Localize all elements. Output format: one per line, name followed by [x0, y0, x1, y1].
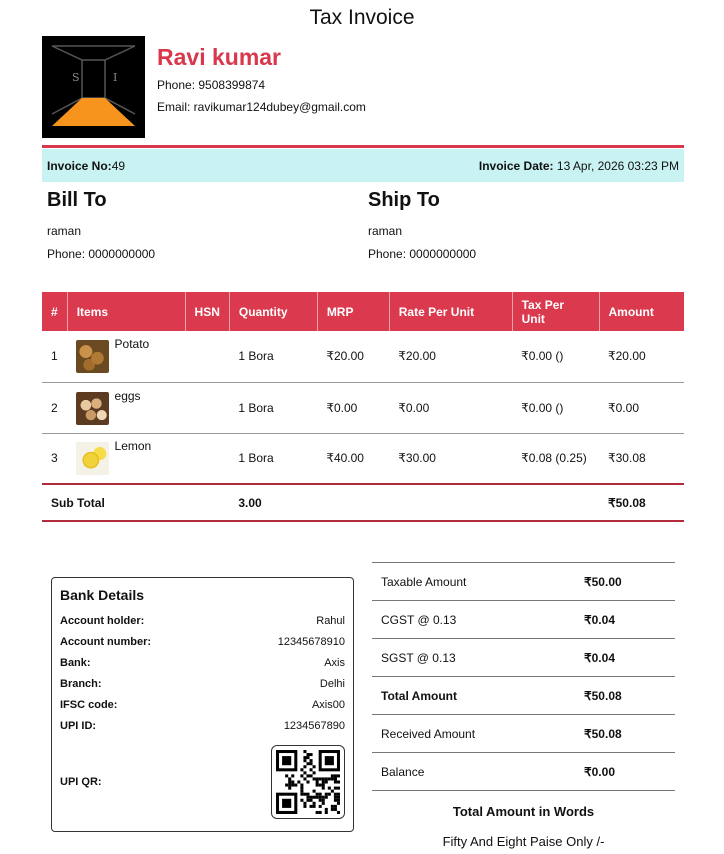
document-title: Tax Invoice	[309, 6, 415, 29]
totals-row-total: Total Amount ₹50.08	[372, 677, 675, 715]
item-name: eggs	[114, 388, 141, 403]
amount-in-words-heading: Total Amount in Words	[452, 804, 595, 819]
item-rate: ₹30.00	[389, 433, 512, 484]
bank-row-account-number: Account number: 12345678910	[60, 636, 345, 648]
col-header-hsn: HSN	[185, 292, 229, 331]
item-amount: ₹0.00	[599, 382, 684, 433]
item-mrp: ₹20.00	[317, 331, 389, 382]
amount-in-words-value: Fifty And Eight Paise Only /-	[442, 834, 605, 849]
table-row	[42, 331, 684, 382]
shop-name: Ravi kumar	[157, 44, 282, 70]
totals-row-received: Received Amount ₹50.08	[372, 715, 675, 753]
bill-to-phone: Phone: 0000000000	[47, 247, 156, 261]
totals-row-balance: Balance ₹0.00	[372, 753, 675, 791]
item-amount: ₹20.00	[599, 331, 684, 382]
upi-qr-row	[60, 745, 345, 819]
bank-details-card	[51, 577, 354, 832]
totals-row-sgst: SGST @ 0.13 ₹0.04	[372, 639, 675, 677]
item-cell	[67, 382, 185, 433]
item-amount: ₹30.08	[599, 433, 684, 484]
subtotal-quantity: 3.00	[229, 484, 317, 521]
item-mrp: ₹0.00	[317, 382, 389, 433]
item-tax: ₹0.08 (0.25)	[512, 433, 599, 484]
table-row	[42, 382, 684, 433]
lemon-thumbnail	[76, 442, 109, 475]
item-name: Lemon	[114, 439, 152, 454]
item-quantity: 1 Bora	[229, 382, 317, 433]
logo-letter-s: S	[72, 71, 80, 84]
items-header-row	[42, 292, 684, 331]
subtotal-amount: ₹50.08	[599, 484, 684, 521]
item-rate: ₹20.00	[389, 331, 512, 382]
col-header-tax: Tax Per Unit	[512, 292, 599, 331]
bill-to-heading: Bill To	[47, 189, 107, 211]
subtotal-row	[42, 484, 684, 521]
totals-row-cgst: CGST @ 0.13 ₹0.04	[372, 601, 675, 639]
bank-row-branch: Branch: Delhi	[60, 678, 345, 690]
row-number: 3	[42, 433, 67, 484]
item-hsn	[185, 382, 229, 433]
logo-letter-i: I	[113, 71, 118, 84]
invoice-info-bar	[42, 149, 684, 182]
upi-qr-code	[271, 745, 345, 819]
shop-logo	[42, 36, 145, 138]
invoice-date	[479, 159, 679, 173]
upi-qr-label: UPI QR:	[60, 776, 102, 788]
shop-email: Email: ravikumar124dubey@gmail.com	[157, 100, 366, 114]
qr-code-icon	[276, 750, 340, 814]
item-hsn	[185, 433, 229, 484]
bank-row-bank: Bank: Axis	[60, 657, 345, 669]
invoice-number-value: 49	[111, 158, 126, 173]
col-header-amount: Amount	[599, 292, 684, 331]
ship-to-heading: Ship To	[368, 189, 440, 211]
potato-thumbnail	[76, 340, 109, 373]
invoice-date-value: 13 Apr, 2026 03:23 PM	[556, 158, 679, 173]
item-tax: ₹0.00 ()	[512, 331, 599, 382]
col-header-rate: Rate Per Unit	[389, 292, 512, 331]
shop-phone: Phone: 9508399874	[157, 78, 266, 92]
invoice-number-label: Invoice No:	[47, 158, 112, 173]
item-name: Potato	[114, 337, 150, 352]
ship-to-phone: Phone: 0000000000	[368, 247, 477, 261]
item-tax: ₹0.00 ()	[512, 382, 599, 433]
totals-table	[372, 562, 675, 791]
totals-row-taxable: Taxable Amount ₹50.00	[372, 563, 675, 601]
row-number: 1	[42, 331, 67, 382]
bill-to-name: raman	[47, 224, 82, 238]
item-quantity: 1 Bora	[229, 433, 317, 484]
col-header-quantity: Quantity	[229, 292, 317, 331]
bank-row-upi-id: UPI ID: 1234567890	[60, 720, 345, 732]
col-header-items: Items	[67, 292, 185, 331]
item-quantity: 1 Bora	[229, 331, 317, 382]
item-cell	[67, 331, 185, 382]
eggs-thumbnail	[76, 392, 109, 425]
row-number: 2	[42, 382, 67, 433]
item-mrp: ₹40.00	[317, 433, 389, 484]
subtotal-label: Sub Total	[42, 484, 229, 521]
item-hsn	[185, 331, 229, 382]
item-rate: ₹0.00	[389, 382, 512, 433]
invoice-date-label: Invoice Date:	[478, 158, 554, 173]
invoice-number	[47, 159, 125, 173]
item-cell	[67, 433, 185, 484]
col-header-number: #	[42, 292, 67, 331]
col-header-mrp: MRP	[317, 292, 389, 331]
ship-to-name: raman	[368, 224, 403, 238]
items-table	[42, 292, 684, 522]
header-divider	[42, 145, 684, 148]
bank-row-ifsc: IFSC code: Axis00	[60, 699, 345, 711]
bank-details-heading: Bank Details	[60, 587, 145, 603]
table-row	[42, 433, 684, 484]
bank-row-account-holder: Account holder: Rahul	[60, 615, 345, 627]
